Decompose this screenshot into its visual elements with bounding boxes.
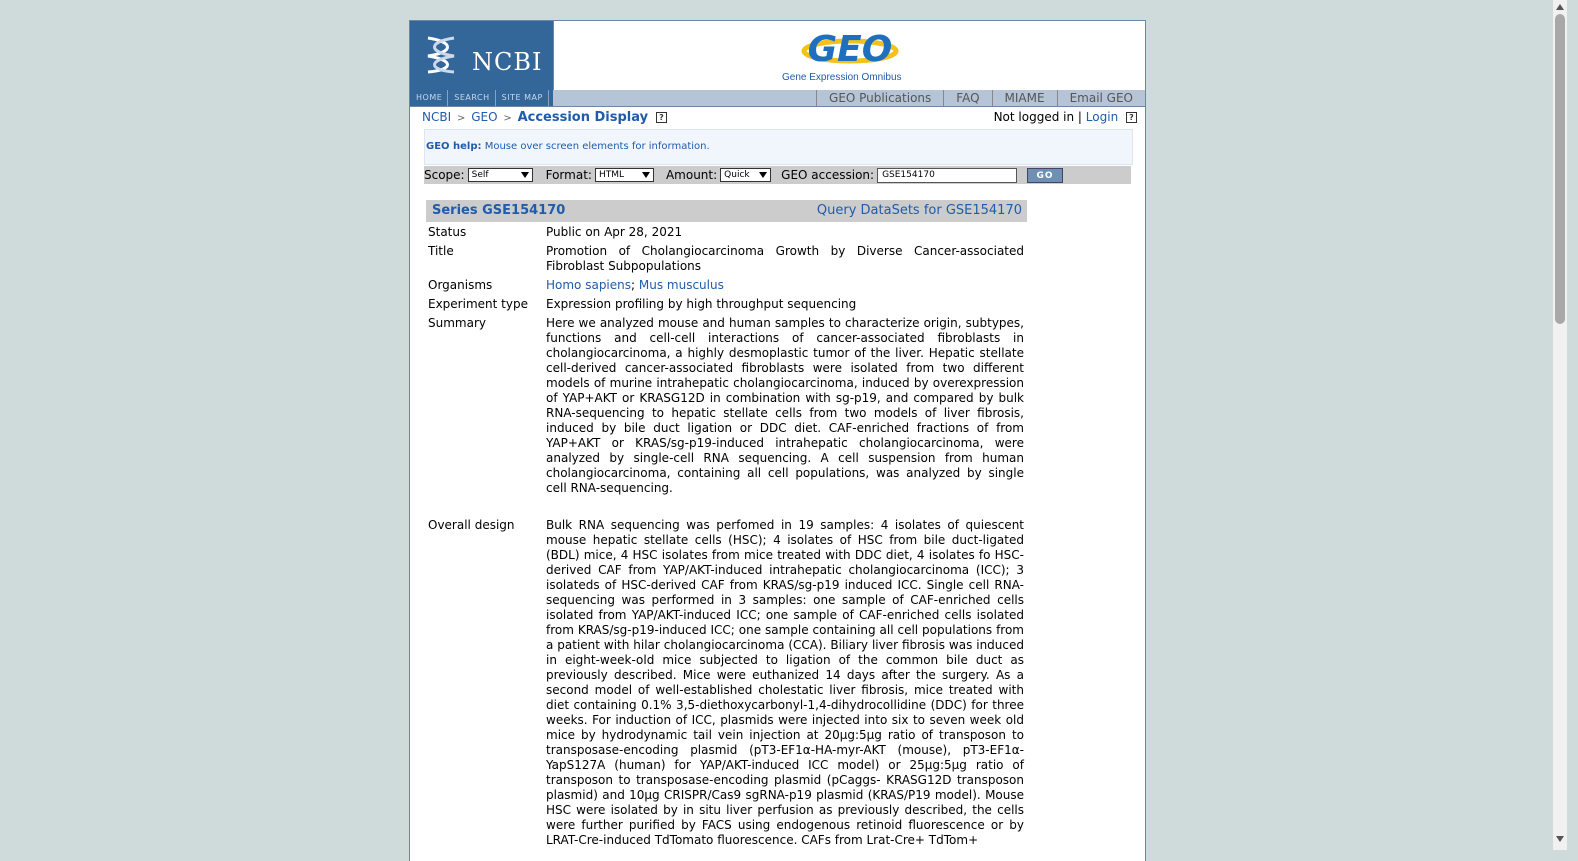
nav-email-geo[interactable]: Email GEO [1057, 90, 1145, 106]
summary-label: Summary [428, 316, 486, 330]
page-title: Accession Display [517, 110, 649, 125]
scroll-up-icon[interactable] [1556, 4, 1564, 10]
login-divider: | [1077, 110, 1082, 124]
dna-helix-icon [424, 34, 458, 74]
organism-link-homo-sapiens[interactable]: Homo sapiens [546, 278, 632, 292]
experiment-type-value: Expression profiling by high throughput sequencing [546, 297, 857, 311]
header [410, 21, 1145, 91]
title-value: Promotion of Cholangiocarcinoma Growth by Diverse Cancer-associated Fibroblast Subpopulations [546, 244, 1024, 273]
help-icon[interactable]: ? [656, 112, 667, 123]
geo-help-text: Mouse over screen elements for information. [484, 141, 710, 152]
breadcrumb-separator: > [503, 113, 512, 124]
format-label: Format: [545, 168, 592, 182]
format-value: HTML [598, 170, 624, 180]
geo-help-label: GEO help: [426, 141, 482, 152]
summary-value: Here we analyzed mouse and human samples to characterize origin, subtypes, functions and cell-cell interactions of cancer-associated fibroblasts in cholangiocarcinoma, a highly desmoplastic tumor of the liver. Hepatic stellate cell-derived cancer-associated fibroblasts were isolated from two different models of murine intrahepatic cholangiocarcinoma, induced by overexpression of YAP+AKT or KRASG12D in combination with sg-p19, and compared by bulk RNA-sequencing to hepatic stellate cells from two models of liver fibrosis, induced by bile duct ligation or DDC diet. CAF-enriched fractions of from YAP+AKT or KRAS/sg-p19-induced intrahepatic cholangiocarcinoma, were analyzed by single-cell RNA sequencing. A cell suspension from human cholangiocarcinoma, containing all cell populations, was analyzed by single cell RNA-sequencing. [546, 316, 1024, 495]
organisms-label: Organisms [428, 278, 493, 292]
geo-help-box [424, 129, 1133, 165]
amount-select[interactable] [720, 168, 771, 182]
login-area [994, 110, 1137, 124]
query-datasets-link[interactable]: Query DataSets for GSE154170 [816, 203, 1022, 218]
title-label: Title [428, 244, 454, 258]
query-bar [424, 166, 1131, 184]
amount-value: Quick [724, 170, 750, 180]
svg-text:GEO: GEO [807, 29, 893, 70]
status-value: Public on Apr 28, 2021 [546, 225, 683, 239]
ncbi-logo-text: NCBI [472, 48, 543, 76]
nav-miame[interactable]: MIAME [992, 90, 1057, 106]
login-link[interactable]: Login [1085, 110, 1119, 124]
scope-value: Self [471, 170, 489, 180]
chevron-down-icon [521, 172, 529, 178]
overall-design-label: Overall design [428, 518, 515, 532]
chevron-down-icon [642, 172, 650, 178]
login-help-icon[interactable]: ? [1126, 112, 1137, 123]
status-label: Status [428, 225, 467, 239]
breadcrumb [422, 110, 667, 125]
nav-home[interactable]: HOME [410, 90, 448, 106]
nav-search[interactable]: SEARCH [448, 90, 495, 106]
geo-logo-icon [795, 25, 905, 73]
scope-select[interactable] [468, 168, 533, 182]
login-status: Not logged in [993, 110, 1075, 124]
nav-faq[interactable]: FAQ [943, 90, 991, 106]
series-header [426, 200, 1027, 222]
page-scrollbar[interactable] [1553, 0, 1567, 850]
accession-label: GEO accession: [781, 168, 875, 182]
geo-page [409, 20, 1146, 861]
series-title: Series GSE154170 [432, 203, 566, 218]
navbar [410, 90, 1145, 107]
go-button[interactable]: GO [1027, 168, 1063, 183]
chevron-down-icon [759, 172, 767, 178]
breadcrumb-ncbi[interactable]: NCBI [422, 110, 452, 124]
ncbi-logo[interactable] [410, 21, 553, 90]
nav-site-map[interactable]: SITE MAP [496, 90, 549, 106]
amount-label: Amount: [665, 168, 718, 182]
breadcrumb-geo[interactable]: GEO [471, 110, 498, 124]
scope-label: Scope: [424, 168, 465, 182]
experiment-type-label: Experiment type [428, 297, 528, 311]
geo-nav [816, 90, 1145, 106]
geo-subtitle: Gene Expression Omnibus [782, 72, 902, 83]
format-select[interactable] [595, 168, 654, 182]
nav-geo-publications[interactable]: GEO Publications [816, 90, 943, 106]
organisms-value [546, 278, 1024, 293]
organism-link-mus-musculus[interactable]: Mus musculus [638, 278, 724, 292]
scroll-down-icon[interactable] [1556, 836, 1564, 842]
overall-design-value: Bulk RNA sequencing was perfomed in 19 samples: 4 isolates of quiescent mouse hepatic stellate cells (HSC); 4 isolates of HSC from bile duct-ligated (BDL) mice, 4 HSC isolates from mice treated with DDC diet, 4 isolates fo HSC-derived CAF from YAP/AKT-induced intrahepatic cholangiocarcinoma (ICC); 3 isolateds of HSC-derived CAF from KRAS/sg-p19 induced ICC. Single cell RNA-sequencing was performed in 3 samples: one sample of CAF-enriched cells isolated from YAP/AKT-induced ICC; one sample of CAF-enriched cells isolated from KRAS/sg-p19-induced ICC; one sample containing all cell populations from a patient with hilar cholangiocarcinoma (CCA). Biliary liver fibrosis was induced in eight-week-old mice subjected to ligation of the common bile duct as previously described. Mice were euthanized 14 days after the surgery. As a second model of well-established cholestatic liver fibrosis, mice treated with diet containing 0.1% 3,5-diethoxycarbonyl-1,4-dihydrocollidine (DDC) for three weeks. For induction of ICC, plasmids were injected into six to seven week old mice by hydrodynamic tail vein injection at 20μg:5μg ratio of transposon to transposase-encoding plasmid (pT3-EF1α-HA-myr-AKT (mouse), pT3-EF1α-YapS127A (human) for YAP/AKT-induced ICC model) or 25μg:5μg ratio of transposon to transposase-encoding plasmid (pCaggs- KRASG12D transposon plasmid) and 10μg CRISPR/Cas9 sgRNA-p19 plasmid (KRAS/P19 model). Mouse HSC were isolated by in situ liver perfusion as previously described, the cells were further purified by FACS using endogenous retinoid fluorescence or by LRAT-Cre-induced TdTomato fluorescence. CAFs from Lrat-Cre+ TdTom+ [546, 518, 1024, 847]
accession-input[interactable]: GSE154170 [877, 168, 1017, 183]
scrollbar-thumb[interactable] [1555, 14, 1565, 324]
organism-separator: ; [631, 278, 636, 292]
ncbi-nav [410, 90, 553, 106]
geo-logo[interactable] [553, 21, 1146, 90]
breadcrumb-separator: > [456, 113, 466, 124]
